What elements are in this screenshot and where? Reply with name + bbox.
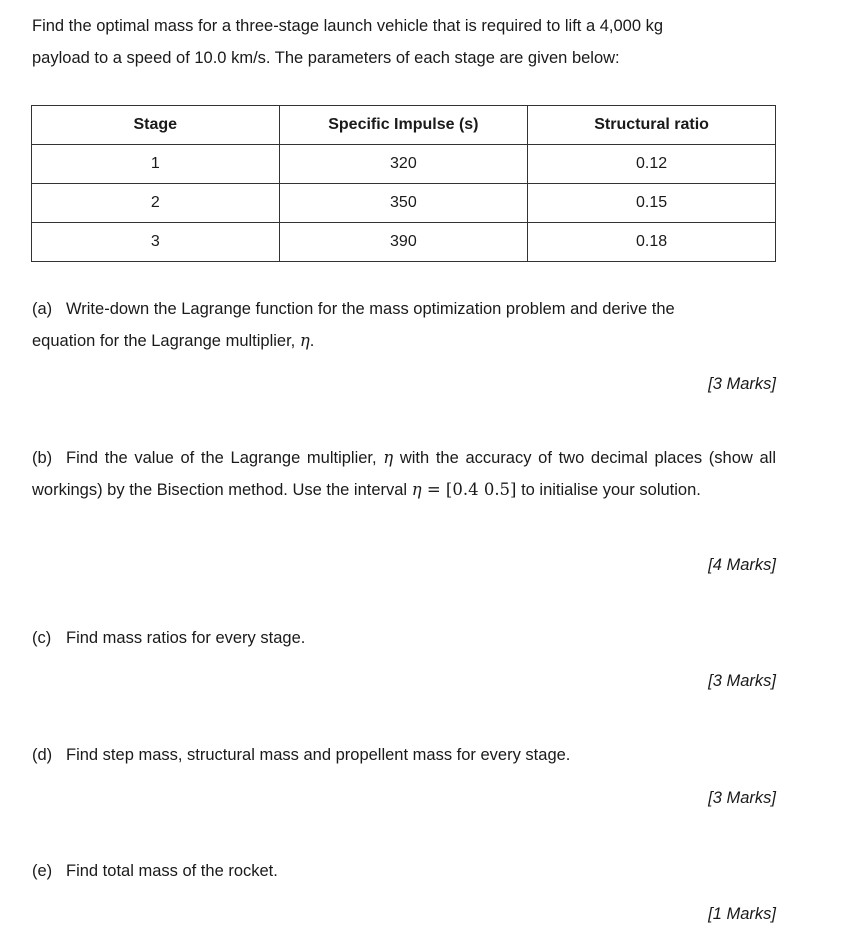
table-header-row <box>32 106 776 145</box>
question-b-text-1: Find the value of the Lagrange multiplier, <box>66 449 384 467</box>
stage-parameters-table <box>31 105 776 262</box>
question-a-text-1: Write-down the Lagrange function for the mass optimization problem and derive the <box>66 300 675 318</box>
cell-specific-impulse: 320 <box>279 145 528 184</box>
question-b <box>32 442 776 506</box>
question-a-line-2 <box>32 325 776 357</box>
question-c-text: Find mass ratios for every stage. <box>66 629 306 647</box>
question-d <box>32 739 776 771</box>
question-d-marks: [3 Marks] <box>708 789 776 807</box>
eta-symbol: η <box>383 448 394 467</box>
question-c <box>32 622 776 654</box>
eta-symbol: η <box>411 480 422 499</box>
question-c-label: (c) <box>32 629 52 647</box>
question-e-text: Find total mass of the rocket. <box>66 862 278 880</box>
question-b-text-3: to initialise your solution. <box>516 481 701 499</box>
question-b-label: (b) <box>32 449 53 467</box>
question-b-text-2: with the accuracy of two decimal places (show all workings) by the Bisection method. Use the interval <box>32 449 776 499</box>
cell-stage: 1 <box>32 145 280 184</box>
cell-specific-impulse: 350 <box>279 184 528 223</box>
eta-symbol: η <box>299 331 310 350</box>
problem-statement <box>32 10 792 74</box>
question-a-label: (a) <box>32 300 53 318</box>
cell-structural-ratio: 0.15 <box>528 184 776 223</box>
question-a <box>32 293 776 357</box>
question-a-end: . <box>309 332 315 350</box>
question-d-text: Find step mass, structural mass and propellent mass for every stage. <box>66 746 571 764</box>
table-row <box>32 223 776 262</box>
question-e-marks: [1 Marks] <box>708 905 776 923</box>
question-a-marks: [3 Marks] <box>708 375 776 393</box>
cell-structural-ratio: 0.12 <box>528 145 776 184</box>
table-row <box>32 184 776 223</box>
question-c-marks: [3 Marks] <box>708 672 776 690</box>
header-stage: Stage <box>32 106 280 145</box>
table-row <box>32 145 776 184</box>
question-e-label: (e) <box>32 862 53 880</box>
header-structural-ratio: Structural ratio <box>528 106 776 145</box>
question-a-text-2: equation for the Lagrange multiplier, <box>32 332 300 350</box>
problem-statement-line-2: payload to a speed of 10.0 km/s. The parameters of each stage are given below: <box>32 49 620 67</box>
question-e <box>32 855 776 887</box>
question-a-line-1 <box>32 293 776 325</box>
cell-structural-ratio: 0.18 <box>528 223 776 262</box>
cell-stage: 2 <box>32 184 280 223</box>
cell-specific-impulse: 390 <box>279 223 528 262</box>
question-b-marks: [4 Marks] <box>708 556 776 574</box>
question-b-interval: = [0.4 0.5] <box>421 480 517 499</box>
question-d-label: (d) <box>32 746 53 764</box>
header-specific-impulse: Specific Impulse (s) <box>279 106 528 145</box>
problem-statement-line-1: Find the optimal mass for a three-stage launch vehicle that is required to lift a 4,000 kg <box>32 17 664 35</box>
cell-stage: 3 <box>32 223 280 262</box>
